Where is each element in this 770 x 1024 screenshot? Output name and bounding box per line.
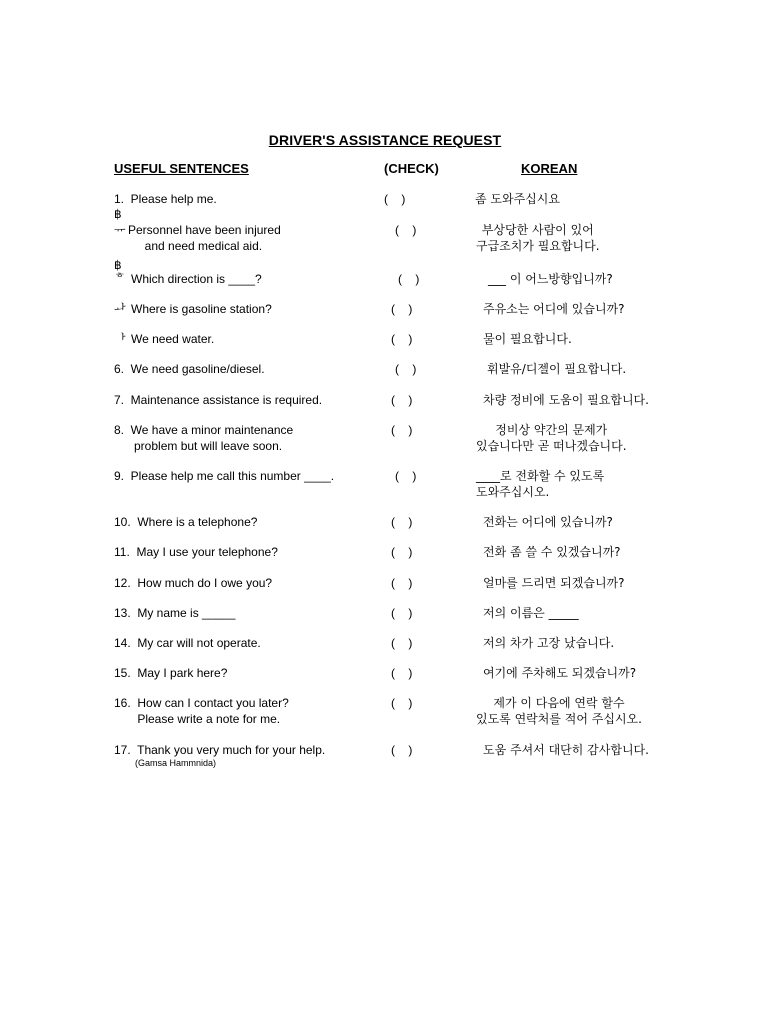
romanization-note: (Gamsa Hammnida) — [135, 758, 217, 768]
sentence-13: 13. My name is _____ — [114, 606, 236, 620]
check-box-1[interactable]: ( ) — [384, 192, 406, 206]
sentence-12: 12. How much do I owe you? — [114, 576, 273, 590]
stray-glyph: ᅡ — [114, 332, 126, 346]
check-box-14[interactable]: ( ) — [391, 636, 413, 650]
sentence-17: 17. Thank you very much for your help. — [114, 743, 326, 757]
korean-6: 휘발유/디젤이 필요합니다. — [487, 362, 627, 376]
check-box-12[interactable]: ( ) — [391, 576, 413, 590]
check-box-3[interactable]: ( ) — [398, 272, 420, 286]
korean-4: 주유소는 어디에 있습니까? — [483, 302, 625, 316]
check-box-9[interactable]: ( ) — [395, 469, 417, 483]
check-box-7[interactable]: ( ) — [391, 393, 413, 407]
stray-glyph: ᅲ — [114, 223, 126, 237]
column-header-check: (CHECK) — [384, 161, 439, 176]
stray-glyph: ᅪ — [114, 302, 126, 316]
check-box-17[interactable]: ( ) — [391, 743, 413, 757]
check-box-10[interactable]: ( ) — [391, 515, 413, 529]
check-box-11[interactable]: ( ) — [391, 545, 413, 559]
check-box-5[interactable]: ( ) — [391, 332, 413, 346]
sentence-14: 14. My car will not operate. — [114, 636, 261, 650]
stray-glyph: ᄒ — [114, 272, 126, 286]
sentence-5: We need water. — [131, 332, 215, 346]
korean-8: 정비상 약간의 문제가 있습니다만 곧 떠나겠습니다. — [476, 423, 627, 453]
document-title: DRIVER'S ASSISTANCE REQUEST — [268, 132, 502, 148]
korean-7: 차량 정비에 도움이 필요합니다. — [483, 393, 649, 407]
check-box-4[interactable]: ( ) — [391, 302, 413, 316]
korean-11: 전화 좀 쓸 수 있겠습니까? — [483, 545, 621, 559]
sentence-1: 1. Please help me. — [114, 192, 217, 206]
sentence-6: 6. We need gasoline/diesel. — [114, 362, 265, 376]
check-box-16[interactable]: ( ) — [391, 696, 413, 710]
check-box-13[interactable]: ( ) — [391, 606, 413, 620]
korean-16: 제가 이 다음에 연락 할수 있도록 연락처를 적어 주십시오. — [476, 696, 642, 726]
korean-13: 저의 이름은 _____ — [483, 606, 579, 620]
sentence-9: 9. Please help me call this number ____. — [114, 469, 335, 483]
sentence-7: 7. Maintenance assistance is required. — [114, 393, 323, 407]
sentence-3: Which direction is ____? — [131, 272, 262, 286]
korean-5: 물이 필요합니다. — [483, 332, 572, 346]
sentence-8: 8. We have a minor maintenance problem but will leave soon. — [114, 423, 294, 453]
korean-10: 전화는 어디에 있습니까? — [483, 515, 613, 529]
korean-2: 부상당한 사람이 있어 구급조치가 필요합니다. — [476, 223, 600, 253]
korean-14: 저의 차가 고장 났습니다. — [483, 636, 615, 650]
korean-17: 도움 주셔서 대단히 감사합니다. — [483, 743, 649, 757]
korean-3: ___ 이 어느방향입니까? — [488, 272, 613, 286]
sentence-2: Personnel have been injured and need medical aid. — [128, 223, 281, 253]
sentence-4: Where is gasoline station? — [131, 302, 272, 316]
check-box-8[interactable]: ( ) — [391, 423, 413, 437]
stray-glyph: ฿ — [114, 258, 122, 272]
korean-1: 좀 도와주십시요 — [475, 192, 560, 206]
stray-glyph: ฿ — [114, 207, 122, 221]
korean-15: 여기에 주차해도 되겠습니까? — [483, 666, 637, 680]
column-header-sentences: USEFUL SENTENCES — [114, 161, 249, 176]
korean-12: 얼마를 드리면 되겠습니까? — [483, 576, 625, 590]
sentence-11: 11. May I use your telephone? — [114, 545, 278, 559]
korean-9: ____로 전화할 수 있도록 도와주십시오. — [476, 469, 605, 499]
sentence-10: 10. Where is a telephone? — [114, 515, 258, 529]
check-box-6[interactable]: ( ) — [395, 362, 417, 376]
sentence-16: 16. How can I contact you later? Please write a note for me. — [114, 696, 289, 726]
check-box-2[interactable]: ( ) — [395, 223, 417, 237]
sentence-15: 15. May I park here? — [114, 666, 228, 680]
column-header-korean: KOREAN — [521, 161, 578, 176]
check-box-15[interactable]: ( ) — [391, 666, 413, 680]
